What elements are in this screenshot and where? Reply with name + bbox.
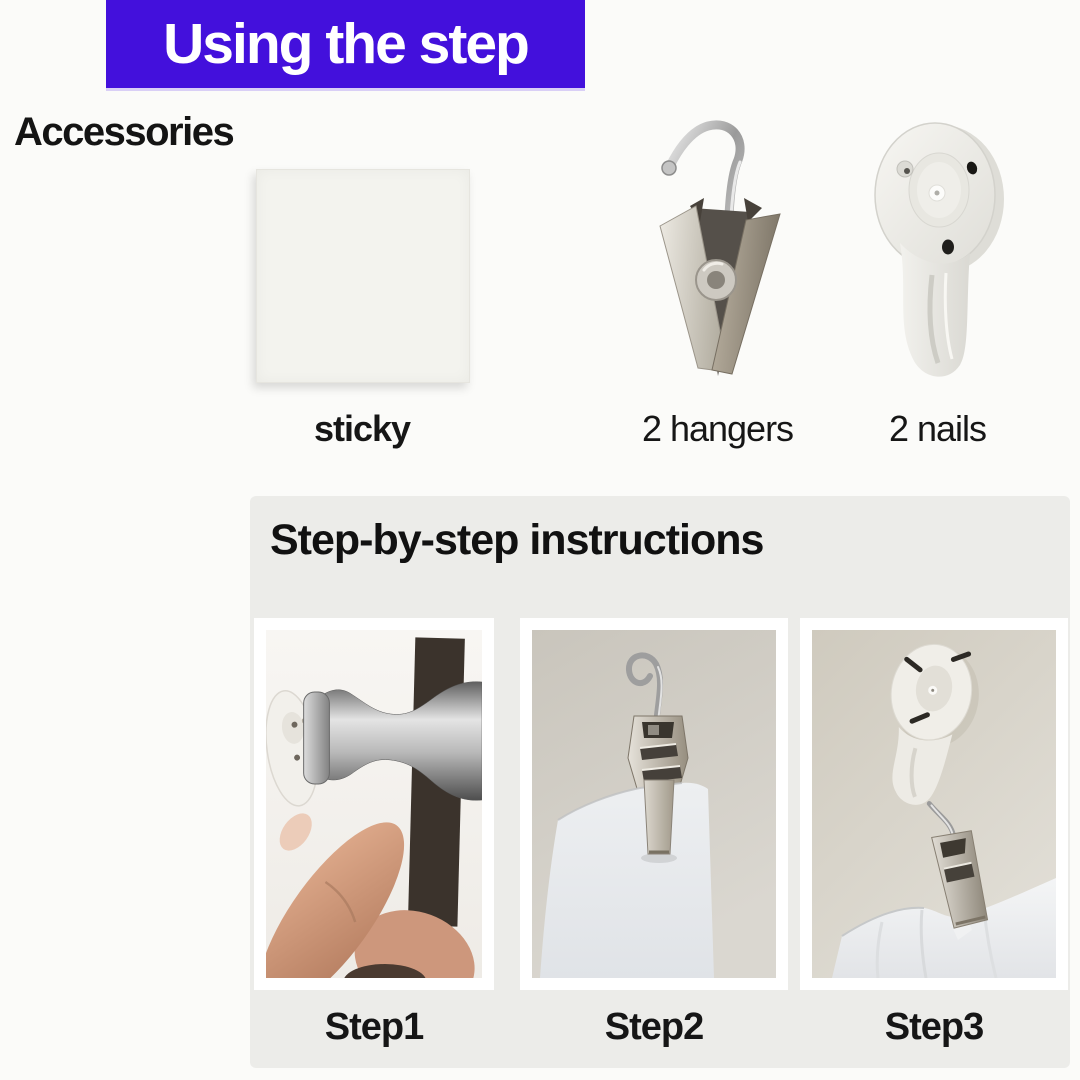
nails-label: 2 nails (888, 408, 987, 449)
hammer-nailing-hook-photo (266, 630, 482, 978)
step3-label: Step3 (884, 1006, 984, 1048)
hanger-clip-icon (630, 108, 810, 388)
step3-photo (800, 618, 1068, 990)
clip-hanging-on-wall-hook-photo (812, 630, 1056, 978)
sticky-pad-icon (256, 169, 470, 383)
instructions-heading: Step-by-step instructions (270, 516, 764, 564)
clip-holding-paper-photo (532, 630, 776, 978)
step2-label: Step2 (604, 1006, 704, 1048)
wall-hook-icon (868, 105, 1008, 385)
step1-photo (254, 618, 494, 990)
title-banner (106, 0, 585, 91)
step2-photo (520, 618, 788, 990)
hangers-label: 2 hangers (641, 408, 794, 449)
step1-label: Step1 (324, 1006, 424, 1048)
accessories-heading: Accessories (14, 110, 234, 154)
page-title: Using the step (163, 11, 528, 76)
sticky-label: sticky (313, 408, 411, 449)
